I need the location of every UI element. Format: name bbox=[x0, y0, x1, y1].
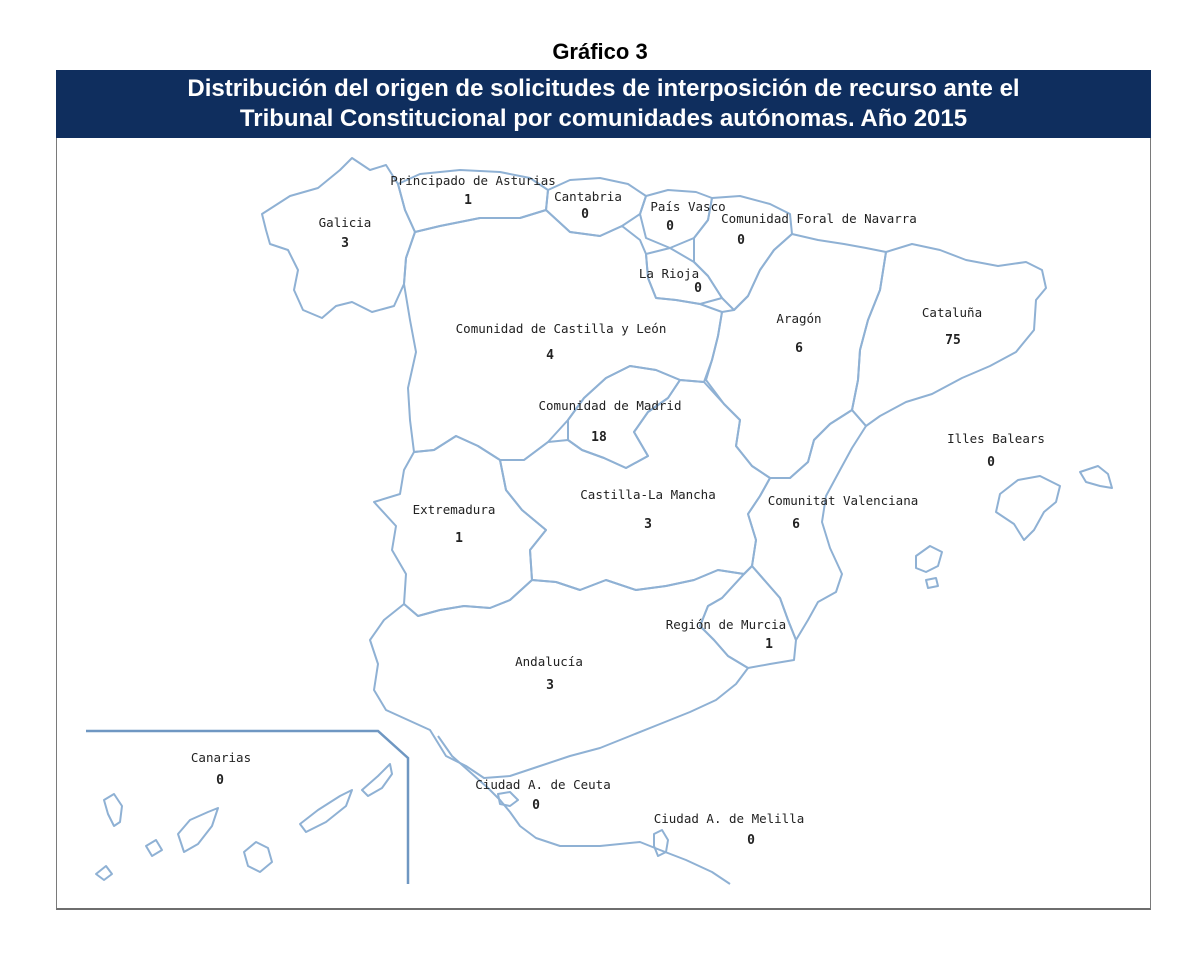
value-murcia: 1 bbox=[765, 637, 773, 652]
label-murcia: Región de Murcia bbox=[665, 617, 787, 632]
region-canarias-la-palma bbox=[104, 794, 122, 826]
value-castilla-la-mancha: 3 bbox=[644, 517, 652, 532]
value-aragon: 6 bbox=[795, 341, 803, 356]
value-andalucia: 3 bbox=[546, 678, 554, 693]
region-extremadura bbox=[374, 436, 546, 616]
region-canarias-el-hierro bbox=[96, 866, 112, 880]
value-valenciana: 6 bbox=[792, 517, 800, 532]
value-galicia: 3 bbox=[341, 236, 349, 251]
label-andalucia: Andalucía bbox=[515, 654, 583, 669]
region-cantabria bbox=[546, 178, 646, 236]
value-asturias: 1 bbox=[464, 193, 472, 208]
strait-coastline bbox=[438, 736, 730, 884]
value-canarias: 0 bbox=[216, 773, 224, 788]
region-andalucia bbox=[370, 570, 748, 778]
label-aragon: Aragón bbox=[776, 311, 822, 326]
label-extremadura: Extremadura bbox=[412, 502, 496, 517]
region-baleares-formentera bbox=[926, 578, 938, 588]
label-galicia: Galicia bbox=[318, 215, 372, 230]
region-baleares-ibiza bbox=[916, 546, 942, 572]
value-madrid: 18 bbox=[591, 430, 607, 445]
region-canarias-fuerteventura bbox=[300, 790, 352, 832]
figure-label: Gráfico 3 bbox=[552, 39, 648, 64]
label-cantabria: Cantabria bbox=[554, 189, 622, 204]
value-extremadura: 1 bbox=[455, 531, 463, 546]
value-ceuta: 0 bbox=[532, 798, 540, 813]
label-cataluna: Cataluña bbox=[921, 305, 983, 320]
label-canarias: Canarias bbox=[190, 750, 252, 765]
label-ceuta: Ciudad A. de Ceuta bbox=[475, 777, 611, 792]
region-valenciana bbox=[748, 410, 866, 640]
label-asturias: Principado de Asturias bbox=[390, 173, 556, 188]
ceuta-outline bbox=[498, 792, 518, 806]
label-pais-vasco: País Vasco bbox=[650, 199, 726, 214]
value-cantabria: 0 bbox=[581, 207, 589, 222]
region-canarias-la-gomera bbox=[146, 840, 162, 856]
value-navarra: 0 bbox=[737, 233, 745, 248]
label-valenciana: Comunitat Valenciana bbox=[767, 493, 919, 508]
value-melilla: 0 bbox=[747, 833, 755, 848]
value-pais-vasco: 0 bbox=[666, 219, 674, 234]
label-melilla: Ciudad A. de Melilla bbox=[653, 811, 805, 826]
label-baleares: Illes Balears bbox=[947, 431, 1045, 446]
value-cataluna: 75 bbox=[945, 333, 961, 348]
region-baleares-mallorca bbox=[996, 476, 1060, 540]
value-castilla-leon: 4 bbox=[546, 348, 554, 363]
label-la-rioja: La Rioja bbox=[638, 266, 700, 281]
region-canarias-tenerife bbox=[178, 808, 218, 852]
region-canarias-lanzarote bbox=[362, 764, 392, 796]
region-baleares-menorca bbox=[1080, 466, 1112, 488]
label-castilla-la-mancha: Castilla-La Mancha bbox=[580, 487, 716, 502]
chart-title-line-1: Distribución del origen de solicitudes de interposición de recurso ante el bbox=[187, 75, 1020, 102]
melilla-outline bbox=[654, 830, 668, 856]
value-la-rioja: 0 bbox=[694, 281, 702, 296]
chart-title-line-2: Tribunal Constitucional por comunidades autónomas. Año 2015 bbox=[239, 105, 968, 132]
label-castilla-leon: Comunidad de Castilla y León bbox=[455, 321, 667, 336]
value-baleares: 0 bbox=[987, 455, 995, 470]
region-madrid bbox=[568, 366, 680, 468]
label-navarra: Comunidad Foral de Navarra bbox=[721, 211, 917, 226]
label-madrid: Comunidad de Madrid bbox=[538, 398, 682, 413]
region-canarias-gran-canaria bbox=[244, 842, 272, 872]
